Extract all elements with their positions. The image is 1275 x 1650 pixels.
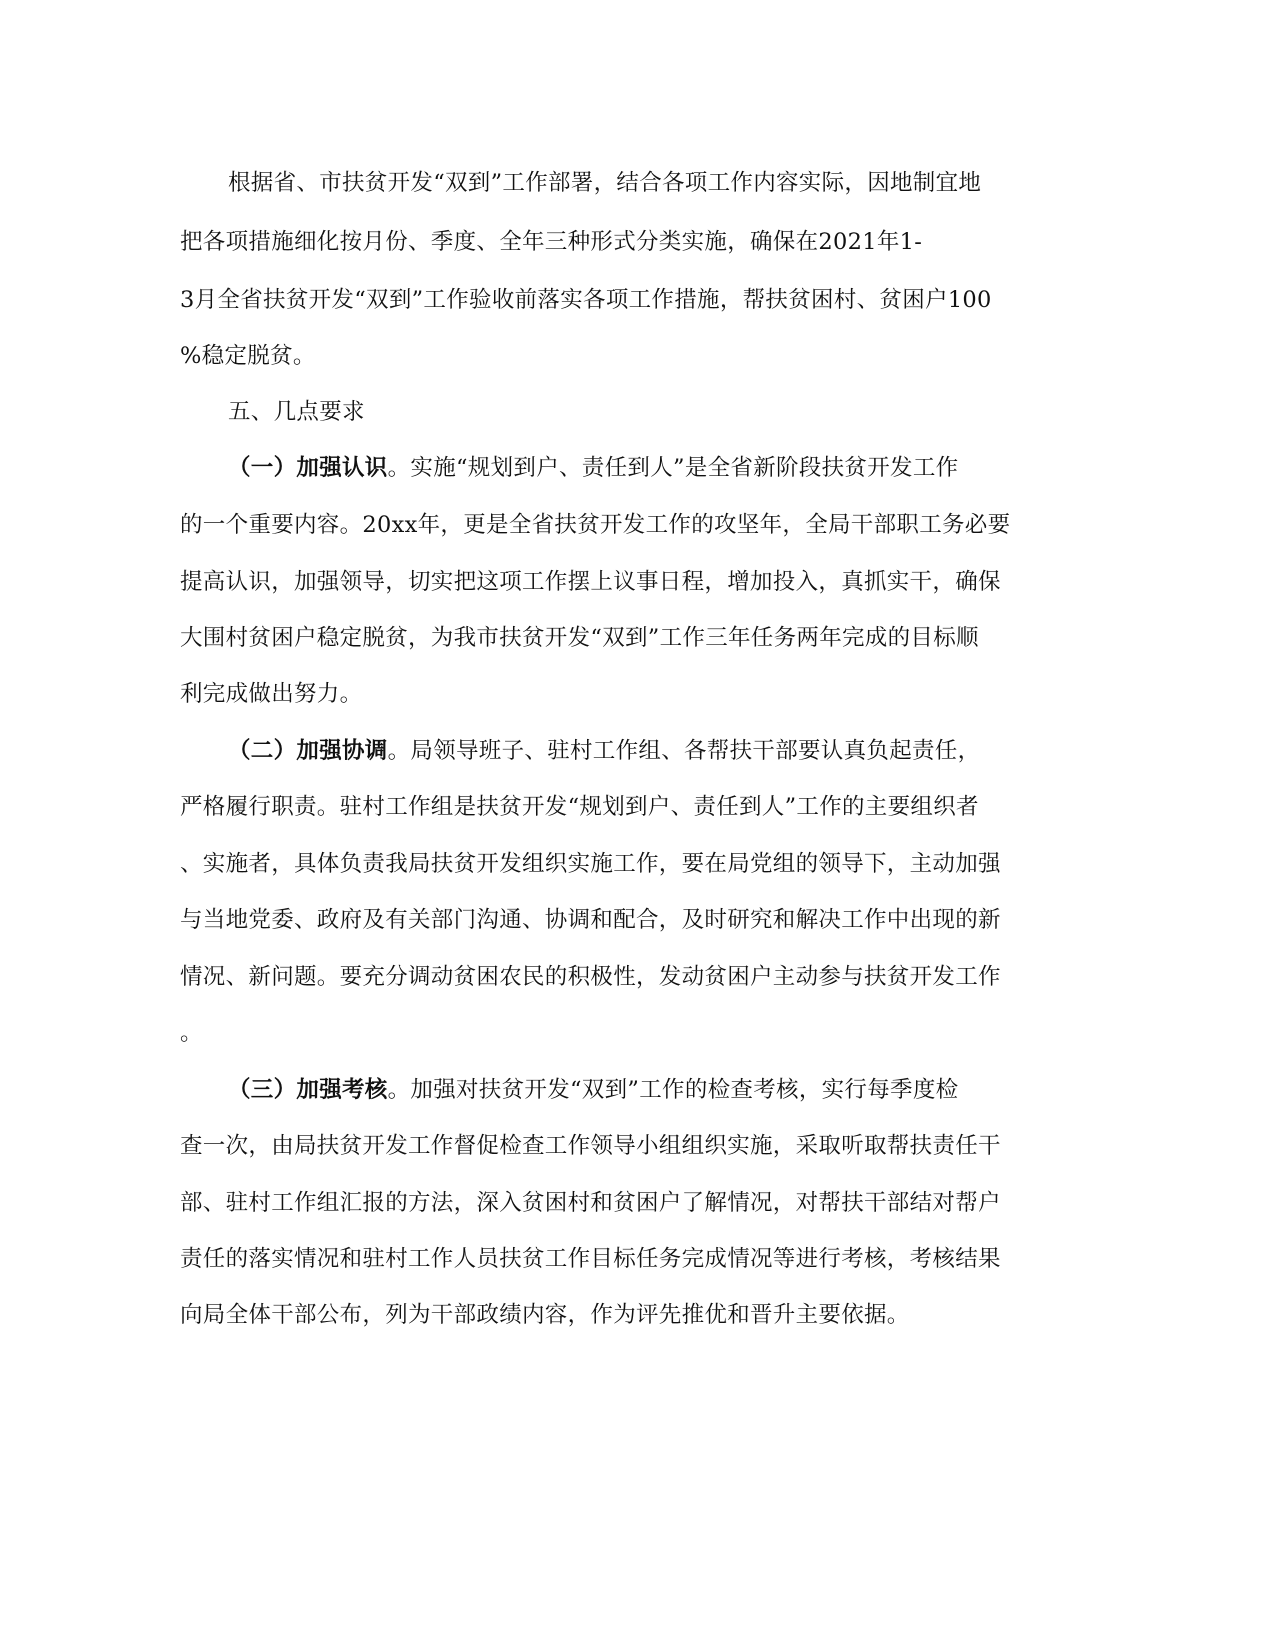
p3-line-2: 严格履行职责。驻村工作组是扶贫开发“规划到户、责任到人”工作的主要组织者 xyxy=(180,794,979,820)
p3-line-6: 。 xyxy=(180,1020,203,1046)
p1-line-3: 3月全省扶贫开发“双到”工作验收前落实各项工作措施，帮扶贫困村、贫困户100 xyxy=(180,287,992,313)
p1-line-2: 把各项措施细化按月份、季度、全年三种形式分类实施，确保在2021年1- xyxy=(180,229,923,255)
p3-line-1 xyxy=(228,736,980,766)
p2-line-5: 利完成做出努力。 xyxy=(180,681,363,707)
p2-heading: （一）加强认识 xyxy=(228,455,388,481)
p3-line-4: 与当地党委、政府及有关部门沟通、协调和配合，及时研究和解决工作中出现的新 xyxy=(180,907,1001,933)
p3-line-1-text: 。局领导班子、驻村工作组、各帮扶干部要认真负起责任， xyxy=(387,738,981,764)
p4-line-1 xyxy=(228,1075,958,1105)
p4-line-4: 责任的落实情况和驻村工作人员扶贫工作目标任务完成情况等进行考核，考核结果 xyxy=(180,1246,1001,1272)
p1-line-4: %稳定脱贫。 xyxy=(180,343,316,369)
p4-line-3: 部、驻村工作组汇报的方法，深入贫困村和贫困户了解情况，对帮扶干部结对帮户 xyxy=(180,1190,1001,1216)
p4-heading: （三）加强考核 xyxy=(228,1077,388,1103)
p3-line-5: 情况、新问题。要充分调动贫困农民的积极性，发动贫困户主动参与扶贫开发工作 xyxy=(180,964,1001,990)
p4-line-5: 向局全体干部公布，列为干部政绩内容，作为评先推优和晋升主要依据。 xyxy=(180,1302,910,1328)
p2-line-1-text: 。实施“规划到户、责任到人”是全省新阶段扶贫开发工作 xyxy=(387,455,959,481)
p2-line-3: 提高认识，加强领导，切实把这项工作摆上议事日程，增加投入，真抓实干，确保 xyxy=(180,569,1001,595)
p2-line-2: 的一个重要内容。20xx年，更是全省扶贫开发工作的攻坚年，全局干部职工务必要 xyxy=(180,512,1011,538)
p4-line-2: 查一次，由局扶贫开发工作督促检查工作领导小组组织实施，采取听取帮扶责任干 xyxy=(180,1133,1001,1159)
p2-line-4: 大围村贫困户稳定脱贫，为我市扶贫开发“双到”工作三年任务两年完成的目标顺 xyxy=(180,625,979,651)
p2-line-1 xyxy=(228,453,958,483)
p4-line-1-text: 。加强对扶贫开发“双到”工作的检查考核，实行每季度检 xyxy=(387,1077,959,1103)
p1-line-1: 根据省、市扶贫开发“双到”工作部署，结合各项工作内容实际，因地制宜地 xyxy=(228,170,982,196)
p3-line-3: 、实施者，具体负责我局扶贫开发组织实施工作，要在局党组的领导下，主动加强 xyxy=(180,851,1001,877)
p3-heading: （二）加强协调 xyxy=(228,738,388,764)
section-heading: 五、几点要求 xyxy=(228,399,365,425)
